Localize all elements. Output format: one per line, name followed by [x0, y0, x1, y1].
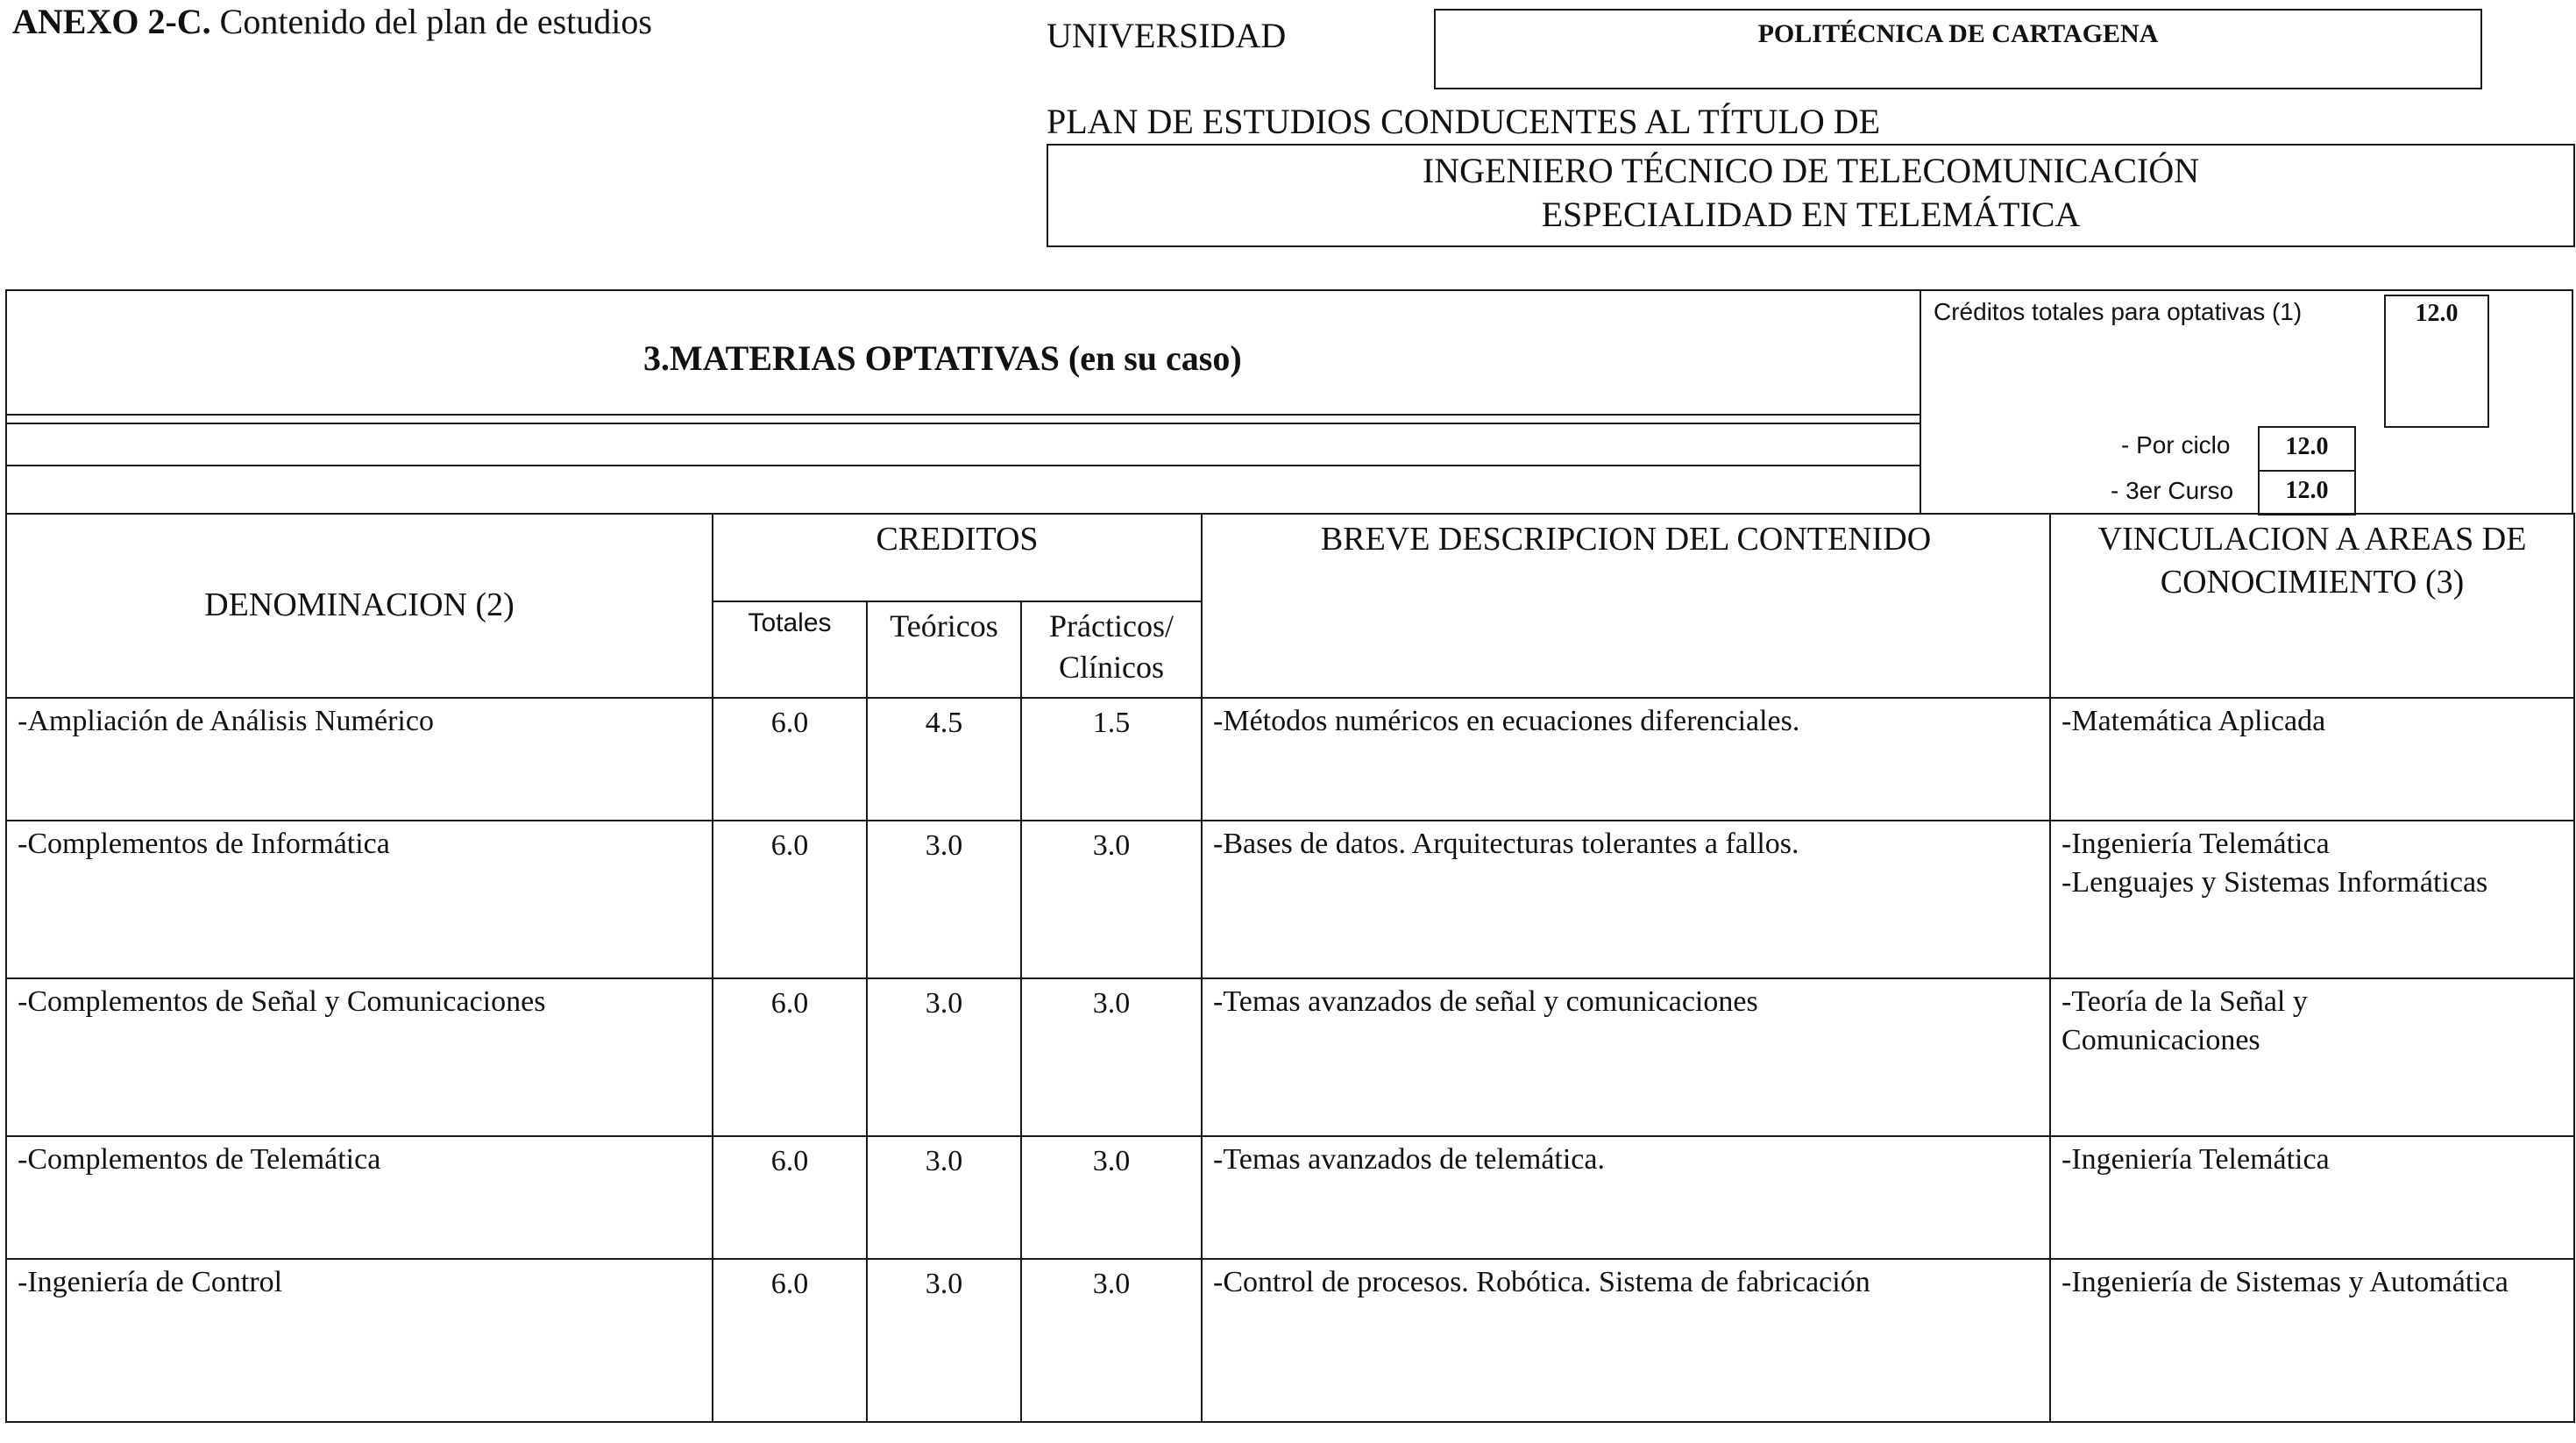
third-year-value: 12.0: [2285, 477, 2329, 504]
row-vinculacion-line1: -Ingeniería Telemática: [2062, 828, 2330, 860]
table-row: [6, 1136, 2574, 1259]
section-divider: [1920, 289, 1921, 515]
table-row: [6, 698, 2574, 821]
row-practicos: 3.0: [1021, 1136, 1202, 1259]
row-vinculacion-line1: -Ingeniería Telemática: [2062, 1143, 2330, 1176]
row-practicos: 3.0: [1021, 821, 1202, 978]
university-label: UNIVERSIDAD: [1047, 16, 1287, 55]
row-practicos: 3.0: [1021, 1259, 1202, 1422]
degree-title-line2: ESPECIALIDAD EN TELEMÁTICA: [1541, 195, 2081, 234]
total-credits-value: 12.0: [2415, 300, 2459, 327]
header-practicos-line1: Prácticos/: [1049, 608, 1174, 643]
row-teoricos: 3.0: [867, 978, 1021, 1136]
annex-heading: [12, 2, 652, 42]
degree-title-line1: INGENIERO TÉCNICO DE TELECOMUNICACIÓN: [1422, 151, 2200, 190]
row-descripcion: -Temas avanzados de señal y comunicaciones: [1202, 978, 2050, 1136]
row-teoricos: 3.0: [867, 821, 1021, 978]
row-vinculacion-line2: -Lenguajes y Sistemas Informáticas: [2062, 866, 2488, 899]
header-vinculacion: [2050, 514, 2574, 698]
row-descripcion: -Bases de datos. Arquitecturas tolerantes a fallos.: [1202, 821, 2050, 978]
header-descripcion: BREVE DESCRIPCION DEL CONTENIDO: [1202, 514, 2050, 698]
row-vinculacion-line2: Comunicaciones: [2062, 1024, 2260, 1057]
row-denominacion: -Ingeniería de Control: [6, 1259, 713, 1422]
row-denominacion: -Complementos de Telemática: [6, 1136, 713, 1259]
row-totales: 6.0: [713, 978, 867, 1136]
row-vinculacion: [2050, 978, 2574, 1136]
header-teoricos: Teóricos: [867, 601, 1021, 698]
header-creditos: CREDITOS: [713, 514, 1202, 601]
header-vinculacion-line1: VINCULACION A AREAS DE: [2097, 521, 2527, 558]
total-credits-label: Créditos totales para optativas (1): [1934, 298, 2303, 325]
header-totales: Totales: [713, 601, 867, 698]
row-vinculacion-line1: -Ingeniería de Sistemas y Automática: [2062, 1266, 2509, 1298]
row-teoricos: 3.0: [867, 1136, 1021, 1259]
row-vinculacion: [2050, 1136, 2574, 1259]
row-vinculacion: [2050, 821, 2574, 978]
total-credits-box: [2384, 295, 2489, 428]
row-vinculacion-line1: -Teoría de la Señal y: [2062, 985, 2308, 1018]
optional-subjects-table: [5, 513, 2575, 1423]
table-row: [6, 978, 2574, 1136]
section-title: 3.MATERIAS OPTATIVAS (en su caso): [643, 338, 1242, 378]
row-totales: 6.0: [713, 1259, 867, 1422]
table-row: [6, 1259, 2574, 1422]
row-denominacion: -Complementos de Señal y Comunicaciones: [6, 978, 713, 1136]
header-denominacion: DENOMINACION (2): [6, 514, 713, 698]
university-box: [1434, 9, 2482, 89]
section-rule-2: [5, 423, 1920, 424]
header-vinculacion-line2: CONOCIMIENTO (3): [2160, 564, 2465, 601]
header-practicos-line2: Clínicos: [1059, 649, 1165, 685]
per-cycle-value: 12.0: [2285, 433, 2329, 460]
third-year-label: - 3er Curso: [2111, 477, 2234, 504]
row-descripcion: -Control de procesos. Robótica. Sistema de fabricación: [1202, 1259, 2050, 1422]
row-totales: 6.0: [713, 821, 867, 978]
annex-label: ANEXO 2-C.: [12, 2, 211, 41]
annex-text: Contenido del plan de estudios: [219, 2, 652, 41]
degree-title-box: [1047, 144, 2575, 247]
per-cycle-label: - Por ciclo: [2121, 431, 2231, 458]
per-cycle-box: [2258, 426, 2356, 472]
university-value: POLITÉCNICA DE CARTAGENA: [1757, 19, 2159, 48]
row-vinculacion: [2050, 1259, 2574, 1422]
table-row: [6, 821, 2574, 978]
row-vinculacion: [2050, 698, 2574, 821]
row-practicos: 3.0: [1021, 978, 1202, 1136]
row-teoricos: 3.0: [867, 1259, 1021, 1422]
row-practicos: 1.5: [1021, 698, 1202, 821]
row-totales: 6.0: [713, 1136, 867, 1259]
third-year-box: [2258, 470, 2356, 515]
plan-label: PLAN DE ESTUDIOS CONDUCENTES AL TÍTULO DE: [1047, 102, 1881, 141]
row-vinculacion-line1: -Matemática Aplicada: [2062, 705, 2326, 737]
section-rule-3: [5, 465, 1920, 466]
header-practicos: [1021, 601, 1202, 698]
row-teoricos: 4.5: [867, 698, 1021, 821]
row-denominacion: -Complementos de Informática: [6, 821, 713, 978]
row-descripcion: -Métodos numéricos en ecuaciones diferenciales.: [1202, 698, 2050, 821]
row-denominacion: -Ampliación de Análisis Numérico: [6, 698, 713, 821]
section-rule-1: [5, 414, 1920, 416]
row-descripcion: -Temas avanzados de telemática.: [1202, 1136, 2050, 1259]
row-totales: 6.0: [713, 698, 867, 821]
